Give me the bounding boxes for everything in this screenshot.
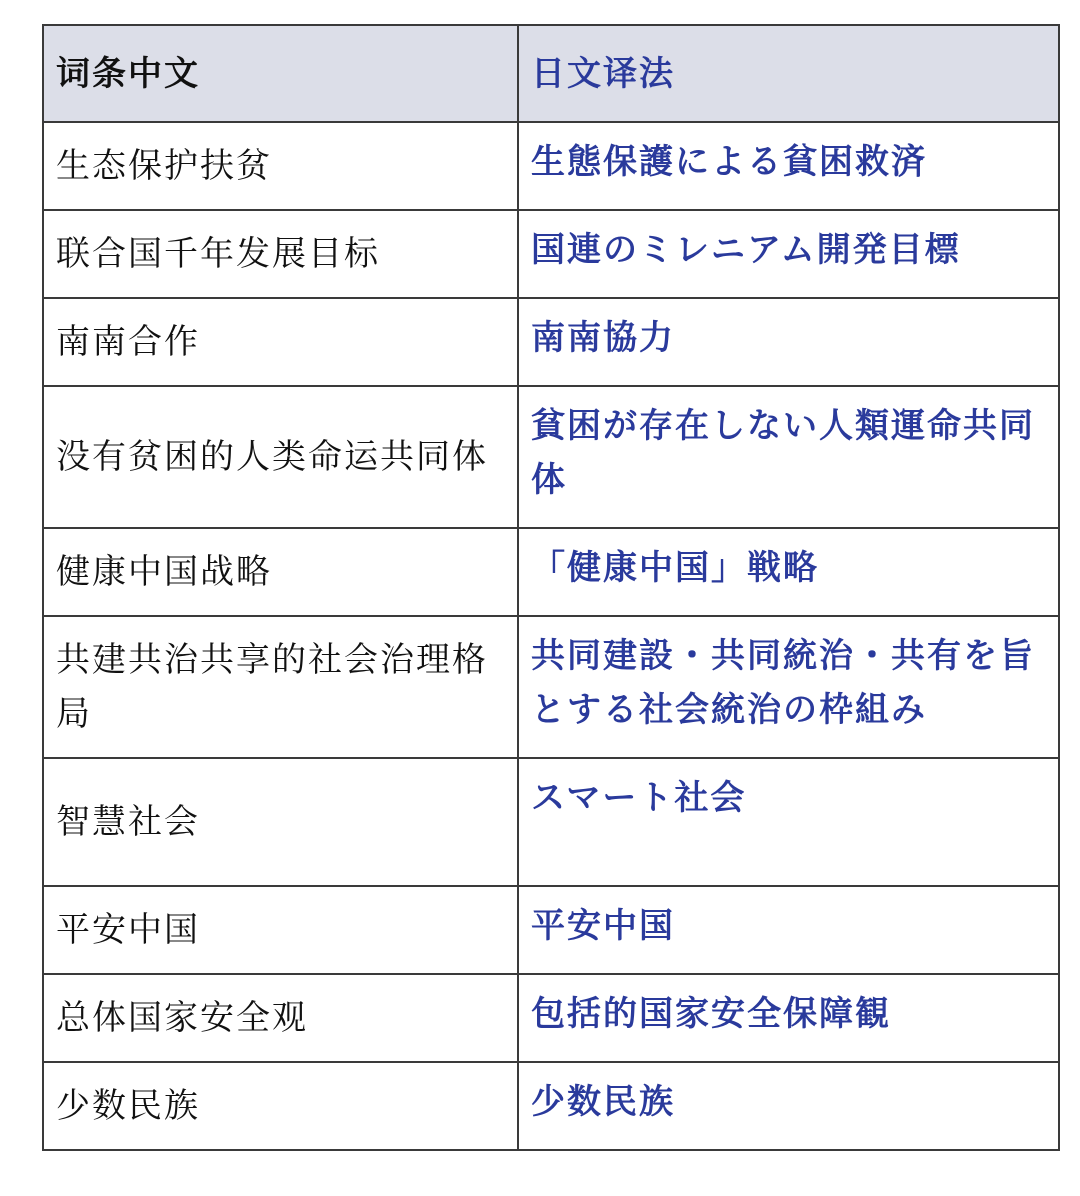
table-row (43, 298, 1059, 386)
chinese-term-cell: 共建共治共享的社会治理格局 (43, 616, 518, 758)
chinese-term-cell: 总体国家安全观 (43, 974, 518, 1062)
japanese-translation-cell: 平安中国 (518, 886, 1059, 974)
chinese-term-cell: 智慧社会 (43, 758, 518, 886)
table-row (43, 528, 1059, 616)
header-japanese-translation: 日文译法 (518, 25, 1059, 122)
chinese-term-cell: 南南合作 (43, 298, 518, 386)
japanese-translation-cell: 「健康中国」戦略 (518, 528, 1059, 616)
japanese-translation-cell: 少数民族 (518, 1062, 1059, 1150)
chinese-term-cell: 健康中国战略 (43, 528, 518, 616)
japanese-translation-cell: 包括的国家安全保障観 (518, 974, 1059, 1062)
chinese-term-cell: 没有贫困的人类命运共同体 (43, 386, 518, 528)
table-row (43, 758, 1059, 886)
table-row (43, 974, 1059, 1062)
glossary-table-container (42, 24, 1060, 1151)
japanese-translation-cell: 貧困が存在しない人類運命共同体 (518, 386, 1059, 528)
table-row (43, 886, 1059, 974)
japanese-translation-cell: 南南協力 (518, 298, 1059, 386)
chinese-term-cell: 平安中国 (43, 886, 518, 974)
table-row (43, 1062, 1059, 1150)
japanese-translation-cell: 共同建設・共同統治・共有を旨とする社会統治の枠組み (518, 616, 1059, 758)
japanese-translation-cell: スマート社会 (518, 758, 1059, 886)
table-row (43, 386, 1059, 528)
glossary-table (42, 24, 1060, 1151)
table-row (43, 122, 1059, 210)
chinese-term-cell: 生态保护扶贫 (43, 122, 518, 210)
table-header-row (43, 25, 1059, 122)
table-row (43, 616, 1059, 758)
chinese-term-cell: 少数民族 (43, 1062, 518, 1150)
chinese-term-cell: 联合国千年发展目标 (43, 210, 518, 298)
table-row (43, 210, 1059, 298)
japanese-translation-cell: 生態保護による貧困救済 (518, 122, 1059, 210)
header-chinese-term: 词条中文 (43, 25, 518, 122)
japanese-translation-cell: 国連のミレニアム開発目標 (518, 210, 1059, 298)
